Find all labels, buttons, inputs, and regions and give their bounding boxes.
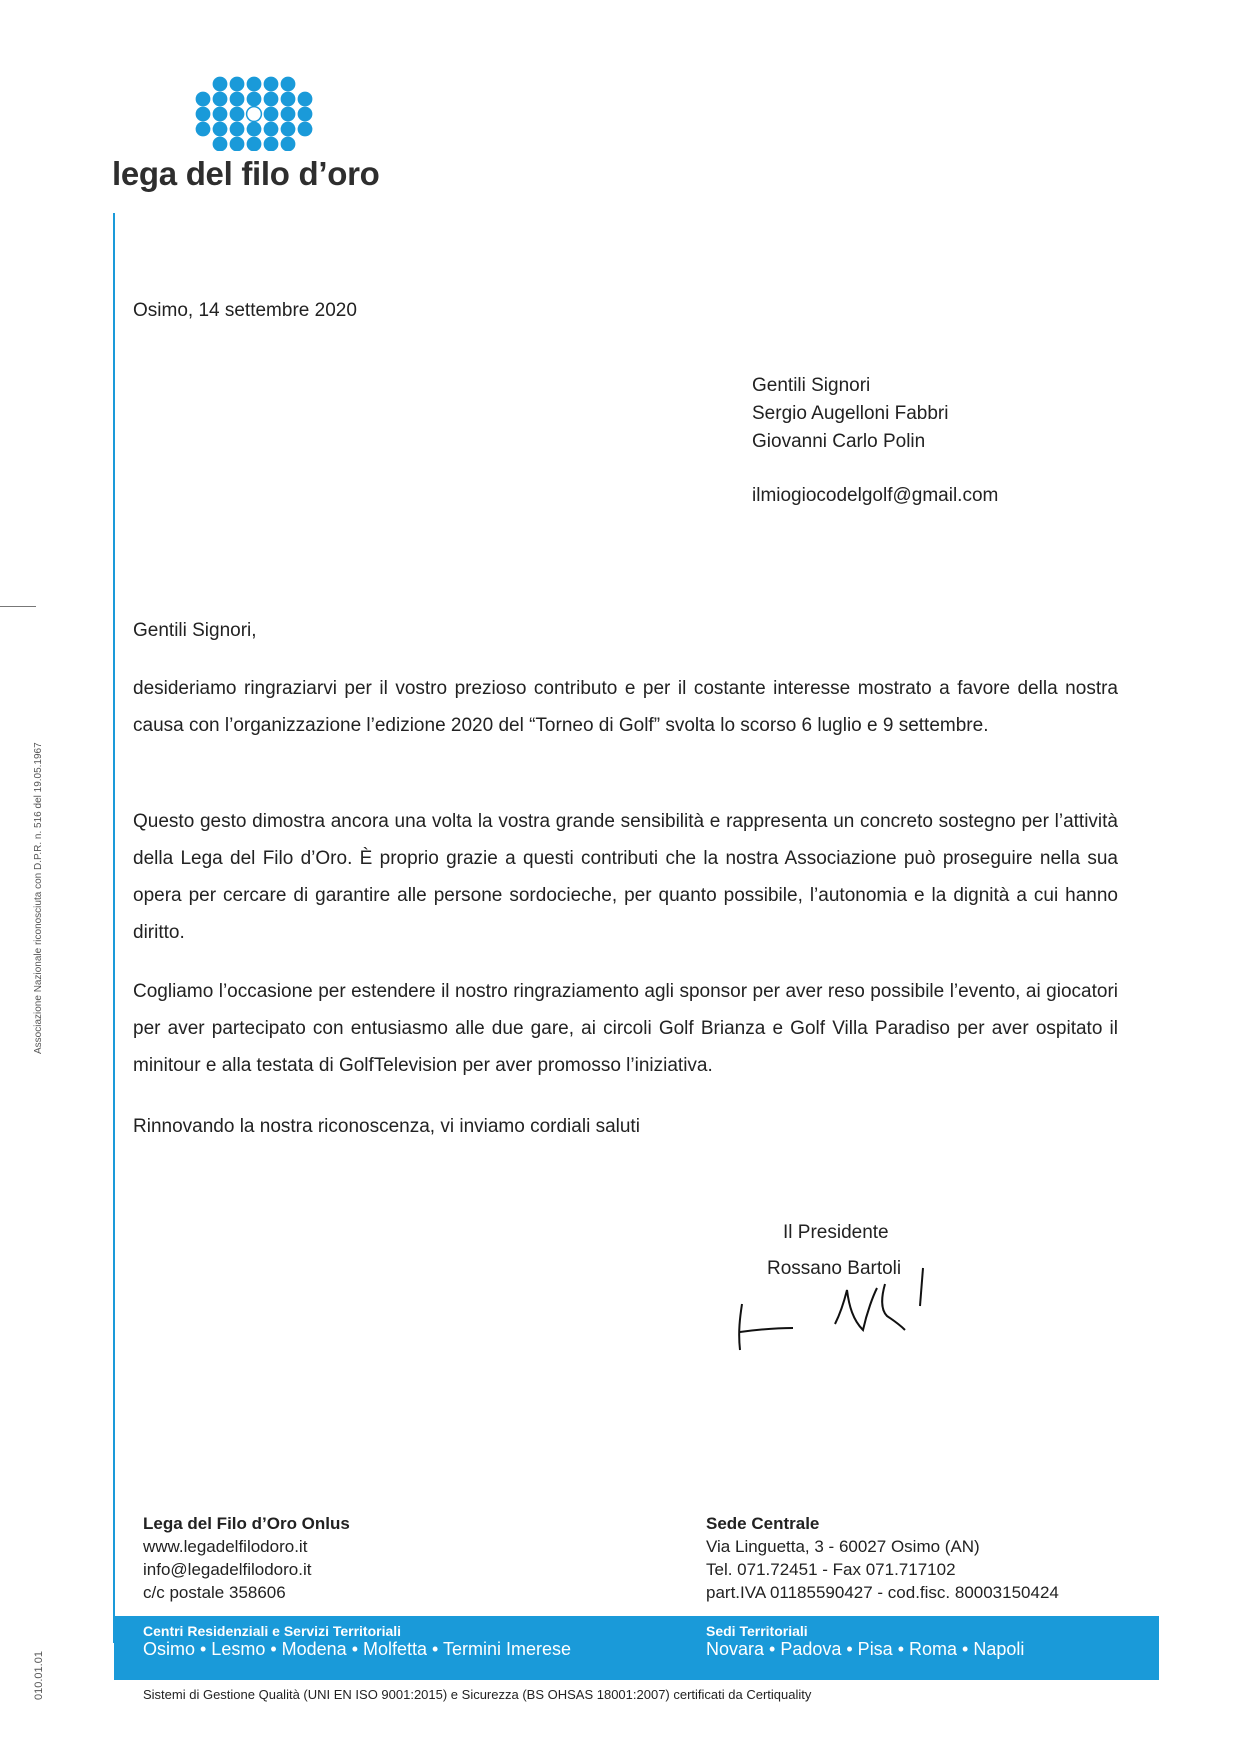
- handwritten-signature: [735, 1262, 975, 1352]
- body-paragraph: Cogliamo l’occasione per estendere il nostro ringraziamento agli sponsor per aver reso possibile l’evento, ai giocatori per aver partecipato con entusiasmo alle due gare, ai circoli Golf Brianza e Golf Villa Paradiso per aver ospitato il minitour e alla testata di GolfTelevision per aver promosso l’iniziativa.: [133, 981, 1118, 1076]
- footer-headquarters: [706, 1512, 1059, 1604]
- signature-name: Rossano Bartoli: [767, 1258, 902, 1279]
- bar-heading: Sedi Territoriali: [706, 1623, 808, 1639]
- margin-rule: [113, 213, 115, 1643]
- logo-wordmark: lega del filo d’oro: [112, 155, 380, 192]
- footer-website: www.legadelfilodoro.it: [143, 1537, 308, 1556]
- bar-heading: Centri Residenziali e Servizi Territoriali: [143, 1623, 402, 1639]
- body-paragraph: Questo gesto dimostra ancora una volta la vostra grande sensibilità e rappresenta un concreto sostegno per l’attività della Lega del Filo d’Oro. È proprio grazie a questi contributi che la nostra Associazione può proseguire nella sua opera per cercare di garantire alle persone sordocieche, per quanto possibile, l’autonomia e la dignità a cui hanno diritto.: [133, 811, 1118, 943]
- body-paragraph: desideriamo ringraziarvi per il vostro prezioso contributo e per il costante interesse mostrato a favore della nostra causa con l’organizzazione l’edizione 2020 del “Torneo di Golf” svolta lo scorso 6 luglio e 9 settembre.: [133, 678, 1118, 736]
- document-code: 010.01.01: [33, 1651, 45, 1700]
- footer-email: info@legadelfilodoro.it: [143, 1560, 312, 1579]
- bar-items: Novara • Padova • Pisa • Roma • Napoli: [706, 1639, 1025, 1659]
- recipient-line: Sergio Augelloni Fabbri: [752, 403, 949, 424]
- footer-postal-account: c/c postale 358606: [143, 1583, 286, 1602]
- footer-title: Lega del Filo d’Oro Onlus: [143, 1514, 350, 1533]
- dots-circle-logo-icon: [190, 76, 320, 151]
- recipient-line: Gentili Signori: [752, 375, 871, 396]
- recipient-block: [752, 372, 998, 510]
- footer-locations-bar: [114, 1616, 1159, 1680]
- bar-items: Osimo • Lesmo • Modena • Molfetta • Termini Imerese: [143, 1639, 572, 1659]
- letter-date: Osimo, 14 settembre 2020: [133, 300, 357, 321]
- footer-address: Via Linguetta, 3 - 60027 Osimo (AN): [706, 1537, 980, 1556]
- closing-paragraph: Rinnovando la nostra riconoscenza, vi inviamo cordiali saluti: [133, 1116, 640, 1137]
- recipient-line: Giovanni Carlo Polin: [752, 431, 926, 452]
- salutation: Gentili Signori,: [133, 620, 257, 641]
- signature-role: Il Presidente: [783, 1222, 889, 1243]
- fold-mark: [0, 606, 36, 607]
- footer-tax-ids: part.IVA 01185590427 - cod.fisc. 80003150424: [706, 1583, 1059, 1602]
- recipient-email: ilmiogiocodelgolf@gmail.com: [752, 485, 999, 506]
- residential-centers: [143, 1623, 571, 1660]
- footer-title: Sede Centrale: [706, 1514, 820, 1533]
- certifications-note: Sistemi di Gestione Qualità (UNI EN ISO 9001:2015) e Sicurezza (BS OHSAS 18001:2007) certificati da Certiquality: [143, 1687, 812, 1702]
- footer-organization: [143, 1512, 350, 1604]
- footer-phone: Tel. 071.72451 - Fax 071.717102: [706, 1560, 956, 1579]
- territorial-offices: [706, 1623, 1024, 1660]
- side-legal-text: Associazione Nazionale riconosciuta con D.P.R. n. 516 del 19.05.1967: [33, 742, 44, 1054]
